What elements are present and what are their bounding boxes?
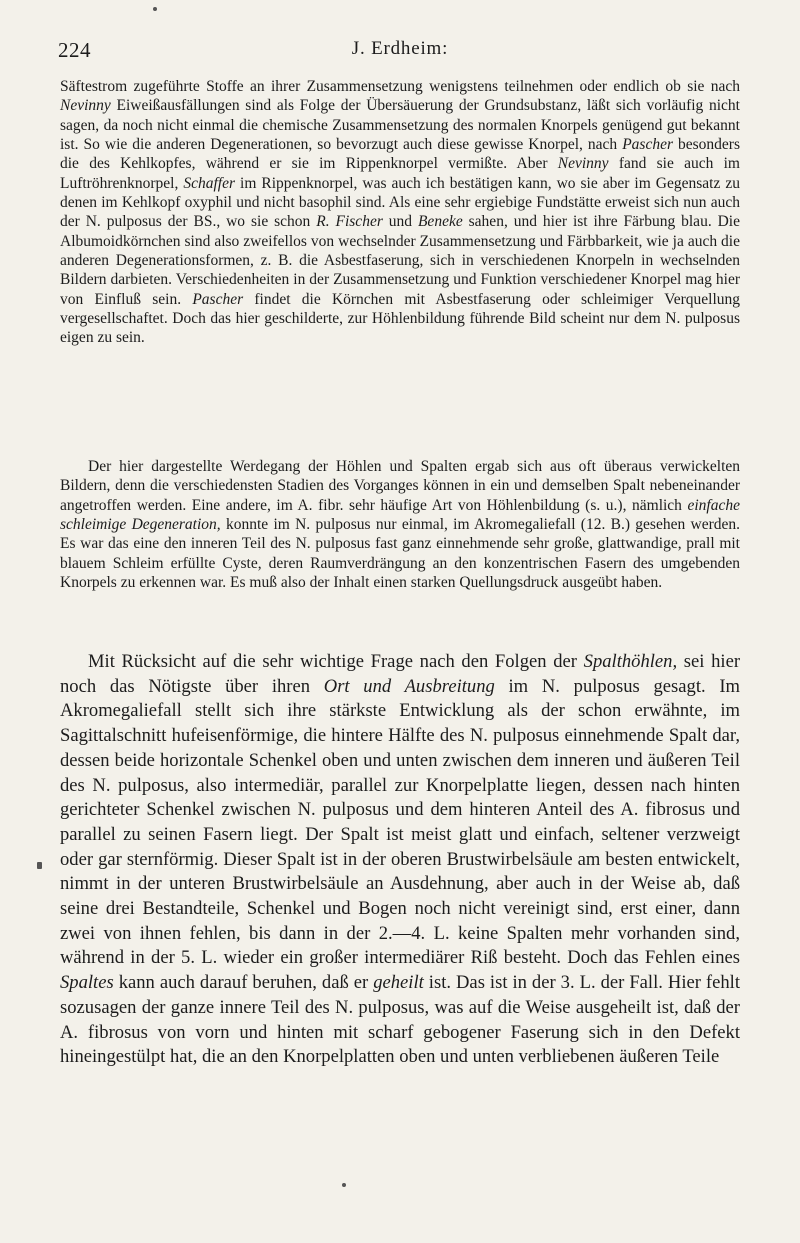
text-run: konnte im N. pulposus nur einmal, im Akromegaliefall (12. B.) gesehen werden. Es war das eine den inneren Teil des N. pulposus fast ganz einnehmende sehr große, glattwandige, prall mit blauem Schleim erfüllte Cyste, deren Raumverdrängung an den konzentrischen Fasern des umgebenden Knorpels zu erkennen war. Es muß also der Inhalt einen starken Quellungsdruck ausgeübt haben. <box>60 516 740 592</box>
italic-text-run: Schaffer <box>183 174 236 192</box>
text-run: Mit Rücksicht auf die sehr wichtige Frage nach den Folgen der <box>88 651 584 672</box>
text-run: besonders die des Kehlkopfes, während er sie im Rippenknorpel vermißte. Aber <box>60 136 740 173</box>
text-run: ist. Das ist in der 3. L. der Fall. Hier fehlt sozusagen der ganze innere Teil des N. pulposus, was auf die Weise ausgeheilt ist, daß der A. fibrosus von vorn und hinten mit scharf gebogener Faserung sich in den Defekt hineingestülpt hat, die an den Knorpelplatten oben und unten verbliebenen äußeren Teile <box>60 972 740 1068</box>
italic-text-run: Spalthöhlen, <box>583 651 678 672</box>
italic-text-run: Nevinny <box>60 97 111 115</box>
page-header <box>58 38 742 66</box>
text-run: und <box>382 213 418 231</box>
italic-text-run: Ort und Ausbreitung <box>323 675 495 697</box>
text-run: findet die Körnchen mit Asbestfaserung oder schleimiger Verquellung vergesellschaftet. Doch das hier geschilderte, zur Höhlenbildung führende Bild scheint nur dem N. pulposus eigen zu sein. <box>60 290 740 347</box>
print-speck <box>342 1183 346 1187</box>
text-run: fand sie auch im Luftröhrenknorpel, <box>60 155 740 192</box>
text-run: im Rippenknorpel, was auch ich bestätigen kann, wo sie aber im Gegensatz zu denen im Kehlkopf oxyphil und nicht basophil sind. Als eine sehr ergiebige Fundstätte erweist sich nun auch der N. pulposus der BS., wo sie schon <box>60 174 740 231</box>
text-run: sei hier noch das Nötigste über ihren <box>60 651 741 697</box>
italic-text-run: einfache schleimige Degeneration, <box>60 496 740 534</box>
paragraph-cleft-location <box>60 650 740 1070</box>
italic-text-run: Beneke <box>417 213 463 231</box>
paragraph-cavity-development <box>60 457 740 592</box>
paragraph-albumoid-granules <box>60 77 740 348</box>
italic-text-run: Nevinny <box>557 155 609 173</box>
italic-text-run: Pascher <box>622 136 673 154</box>
text-run: sahen, und hier ist ihre Färbung blau. Die Albumoidkörnchen sind also zweifellos von wechselnder Zusammensetzung und Färbbarkeit, wie ja auch die anderen Degenerationsformen, z. B. die Asbestfaserung, sich in verschiedenen Knorpeln in wechselnden Bildern darbieten. Verschiedenheiten in der Zusammensetzung und Funktion verschiedener Knorpel mag hier von Einfluß sein. <box>60 213 740 308</box>
margin-mark <box>37 862 42 869</box>
italic-text-run: Pascher <box>192 290 244 308</box>
italic-text-run: R. Fischer <box>316 213 383 231</box>
text-run: Der hier dargestellte Werdegang der Höhlen und Spalten ergab sich aus oft überaus verwickelten Bildern, denn die verschiedensten Stadien des Vorganges können in ein und demselben Spalt nebeneinander angetroffen werden. Eine andere, im A. fibr. sehr häufige Art von Höhlenbildung (s. u.), nämlich <box>60 458 740 514</box>
italic-text-run: Spaltes <box>60 972 114 994</box>
text-run: Eiweißausfällungen sind als Folge der Übersäuerung der Grundsubstanz, läßt sich vorläufig nicht sagen, da noch nicht einmal die chemische Zusammensetzung des normalen Knorpels genügend gut bekannt ist. So wie die anderen Degenerationen, so bevorzugt auch diese gewisse Knorpel, nach <box>60 97 740 154</box>
text-run: kann auch darauf beruhen, daß er <box>113 972 374 994</box>
running-head: J. Erdheim: <box>351 38 449 59</box>
page-number: 224 <box>58 38 91 62</box>
italic-text-run: geheilt <box>373 972 424 994</box>
text-run: Säftestrom zugeführte Stoffe an ihrer Zusammensetzung wenigstens teilnehmen oder endlich ob sie nach <box>60 78 740 95</box>
text-run: im N. pulposus gesagt. Im Akromegaliefall stellt sich ihre stärkste Entwicklung als der schon erwähnte, im Sagittalschnitt hufeisenförmige, die hintere Hälfte des N. pulposus einnehmende Spalt dar, dessen beide horizontale Schenkel oben und unten zwischen dem inneren und äußeren Teil des N. pulposus, also intermediär, parallel zur Knorpelplatte liegen, dessen nach hinten gerichteter Schenkel zwischen N. pulposus und dem hinteren Anteil des A. fibrosus und parallel zu seinen Fasern liegt. Der Spalt ist meist glatt und einfach, seltener verzweigt oder gar sternförmig. Dieser Spalt ist in der oberen Brustwirbelsäule am besten entwickelt, nimmt in der unteren Brustwirbelsäule an Ausdehnung, aber auch in der Weise ab, daß seine drei Bestandteile, Schenkel und Bogen noch nicht vereinigt sind, erst einer, dann zwei von ihnen fehlen, bis dann in der 2.—4. L. keine Spalten mehr vorhanden sind, während in der 5. L. wieder ein großer intermediärer Riß besteht. Doch das Fehlen eines <box>60 675 741 969</box>
print-speck <box>153 7 157 11</box>
